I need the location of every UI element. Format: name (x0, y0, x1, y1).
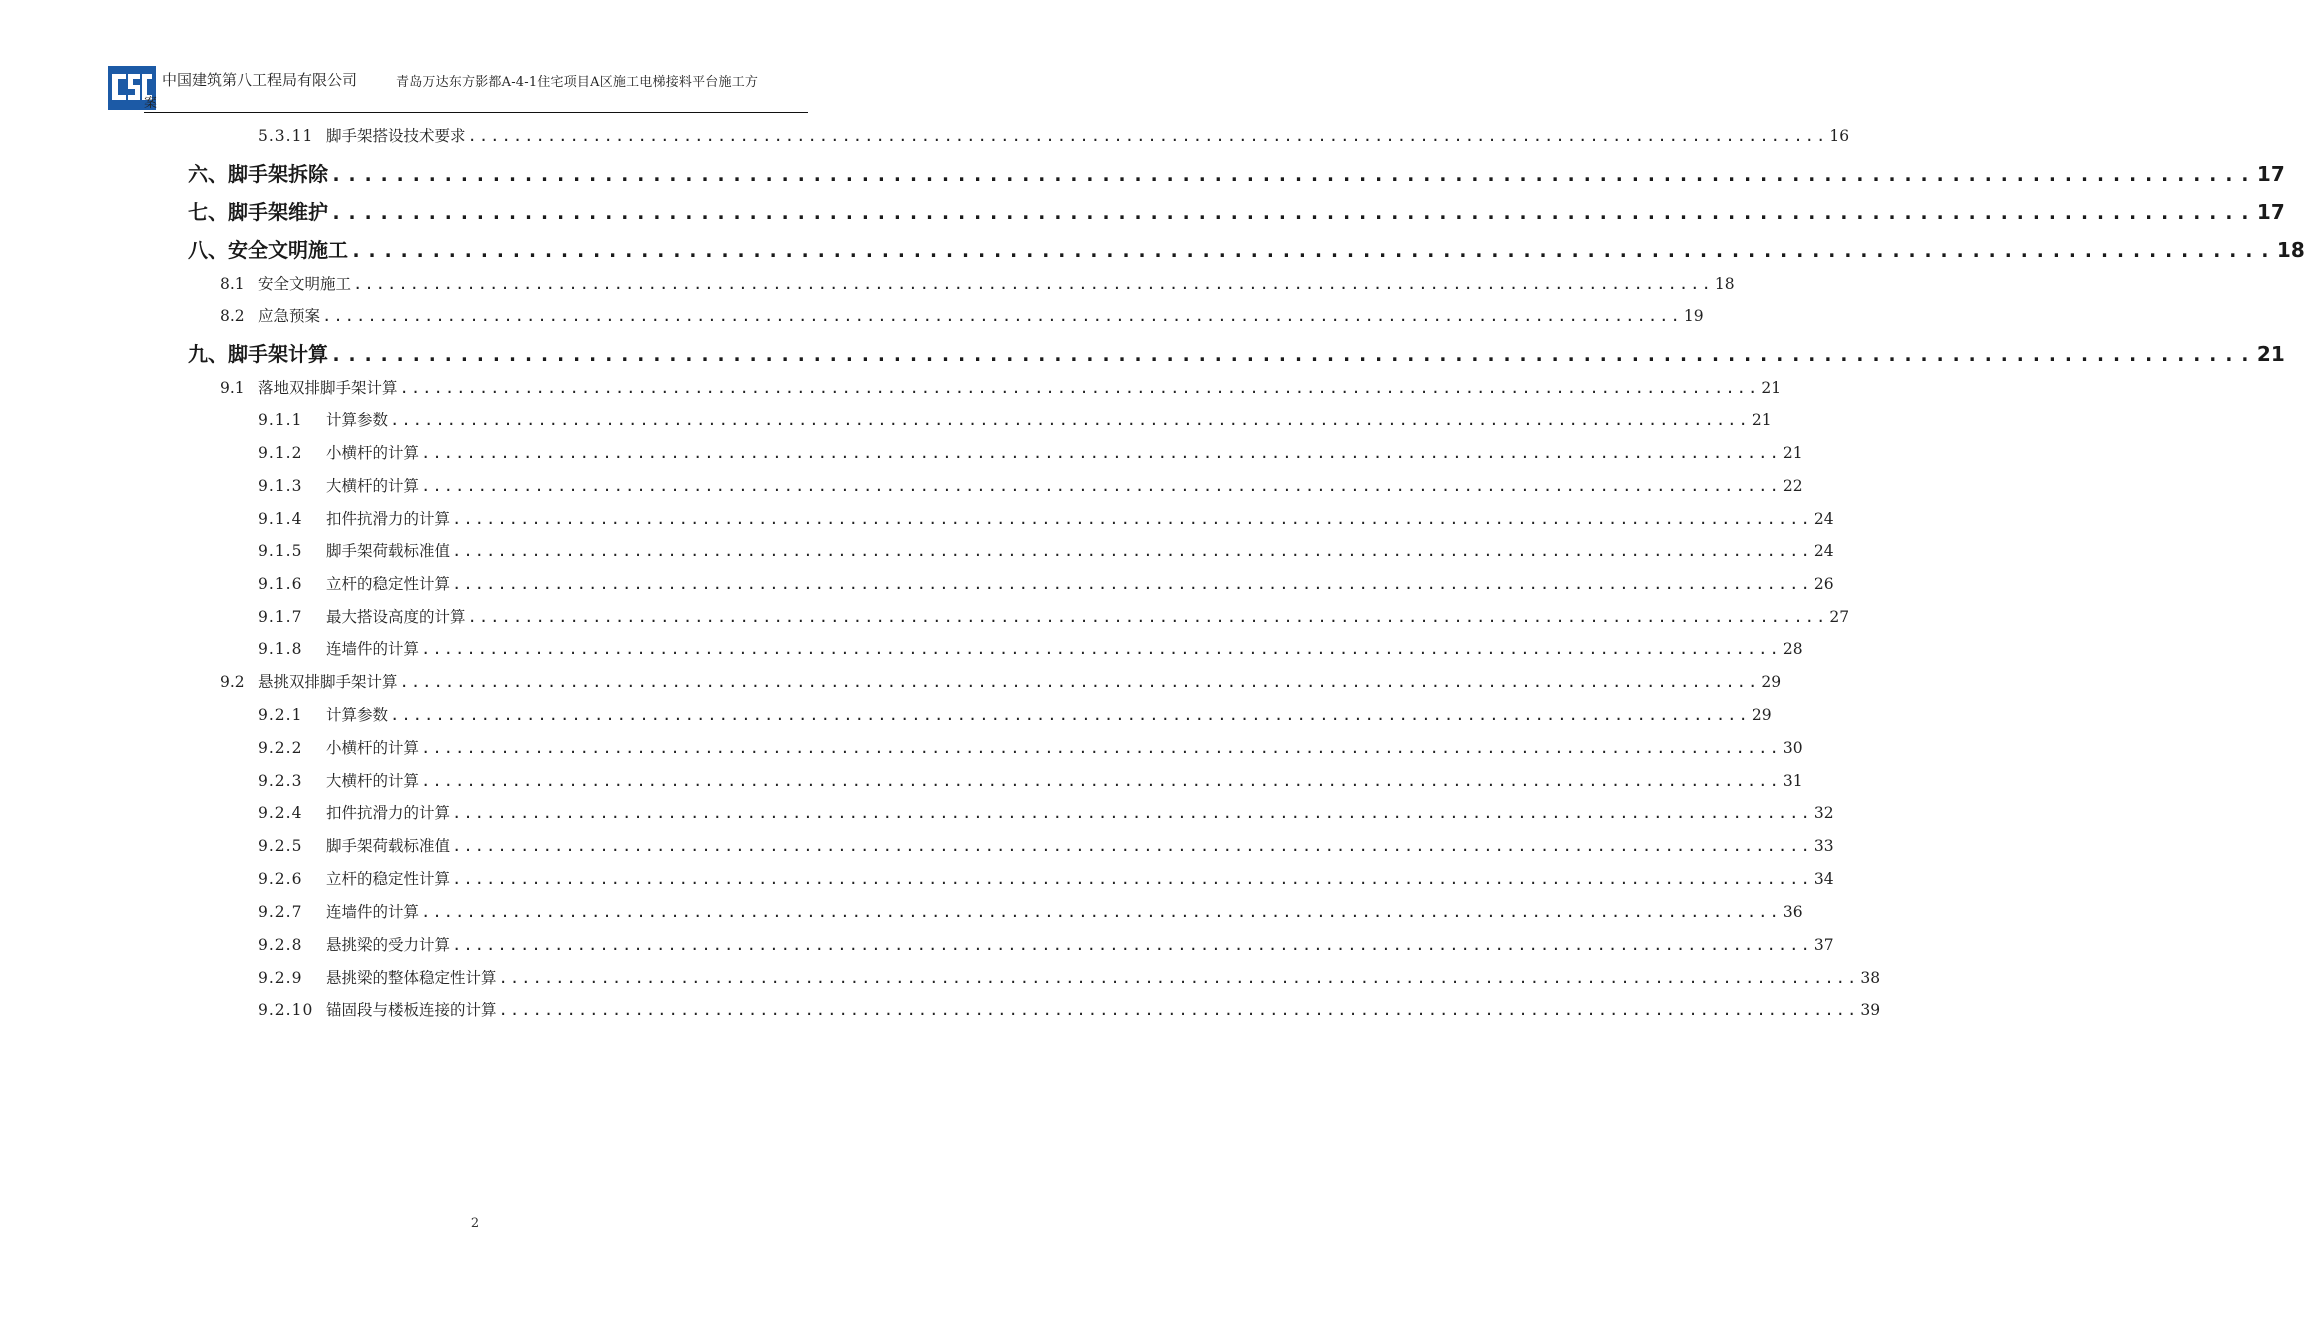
toc-entry-number: 9.1.1 (258, 411, 303, 429)
toc-entry[interactable] (258, 605, 1850, 627)
toc-entry-title: 六、脚手架拆除 (188, 162, 328, 186)
toc-entry-number: 9.1.7 (258, 608, 303, 626)
toc-entry-page: 24 (1813, 510, 1834, 528)
toc-entry-title: 悬挑梁的受力计算 (326, 936, 451, 954)
toc-entry-page: 22 (1782, 477, 1803, 495)
toc-dot-leader: ........................................................................................................................ (498, 1001, 1859, 1019)
toc-entry-number: 9.1.8 (258, 640, 303, 658)
toc-entry[interactable] (258, 507, 1834, 529)
toc-dot-leader: ........................................................................................................................ (467, 608, 1828, 626)
toc-entry[interactable] (258, 637, 1803, 659)
toc-entry[interactable] (258, 408, 1772, 430)
toc-dot-leader: ........................................................................................................................ (421, 640, 1781, 658)
toc-entry[interactable] (220, 376, 1782, 398)
toc-entry-title: 九、脚手架计算 (188, 342, 328, 366)
toc-entry-page: 38 (1860, 969, 1881, 987)
toc-entry-page: 17 (2256, 200, 2285, 224)
toc-entry-title: 扣件抗滑力的计算 (326, 804, 451, 822)
toc-entry-number: 9.2.4 (258, 804, 303, 822)
toc-entry-number: 9.1.3 (258, 477, 303, 495)
toc-entry[interactable] (188, 196, 2285, 225)
toc-entry-page: 26 (1813, 575, 1834, 593)
toc-dot-leader: ........................................................................................................................ (421, 477, 1781, 495)
toc-entry-number: 9.2 (220, 673, 245, 691)
toc-entry-page: 21 (1751, 411, 1772, 429)
toc-entry-page: 28 (1782, 640, 1803, 658)
toc-entry-page: 34 (1813, 870, 1834, 888)
toc-entry-title: 扣件抗滑力的计算 (326, 510, 451, 528)
toc-dot-leader: ........................................................................................................................ (390, 411, 1750, 429)
toc-dot-leader: ........................................................................................................................ (330, 162, 2255, 186)
toc-entry-page: 17 (2256, 162, 2285, 186)
toc-entry-number: 9.2.1 (258, 706, 303, 724)
toc-entry-page: 16 (1829, 127, 1850, 145)
toc-dot-leader: ........................................................................................................................ (421, 444, 1781, 462)
toc-entry-page: 30 (1782, 739, 1803, 757)
toc-dot-leader: ........................................................................................................................ (330, 200, 2255, 224)
toc-entry-title: 安全文明施工 (258, 275, 352, 293)
toc-dot-leader: ........................................................................................................................ (330, 342, 2255, 366)
toc-entry-title: 立杆的稳定性计算 (326, 870, 451, 888)
toc-entry-title: 立杆的稳定性计算 (326, 575, 451, 593)
toc-entry[interactable] (258, 998, 1881, 1020)
project-title: 青岛万达东方影都A-4-1住宅项目A区施工电梯接料平台施工方 (396, 75, 759, 90)
toc-dot-leader: ........................................................................................................................ (467, 127, 1828, 145)
page-number: 2 (470, 1216, 480, 1231)
toc-entry-number: 8.1 (220, 275, 245, 293)
toc-entry-page: 21 (1782, 444, 1803, 462)
toc-entry-title: 脚手架搭设技术要求 (326, 127, 466, 145)
toc-entry-number: 9.1 (220, 379, 245, 397)
toc-entry-title: 连墙件的计算 (326, 640, 420, 658)
toc-entry-number: 9.1.2 (258, 444, 303, 462)
toc-dot-leader: ........................................................................................................................ (390, 706, 1750, 724)
toc-entry-page: 18 (1714, 275, 1735, 293)
toc-entry[interactable] (258, 801, 1834, 823)
toc-entry-number: 9.1.5 (258, 542, 303, 560)
toc-entry-page: 21 (2256, 342, 2285, 366)
toc-entry[interactable] (258, 441, 1803, 463)
toc-dot-leader: ........................................................................................................................ (399, 379, 1760, 397)
toc-entry-title: 悬挑双排脚手架计算 (258, 673, 398, 691)
toc-entry-page: 19 (1683, 307, 1704, 325)
toc-entry-page: 31 (1782, 772, 1803, 790)
toc-entry[interactable] (258, 703, 1772, 725)
toc-entry-page: 36 (1782, 903, 1803, 921)
toc-entry-page: 29 (1761, 673, 1782, 691)
toc-dot-leader: ........................................................................................................................ (452, 936, 1812, 954)
toc-dot-leader: ........................................................................................................................ (452, 837, 1812, 855)
toc-entry-title: 小横杆的计算 (326, 444, 420, 462)
toc-entry-title: 锚固段与楼板连接的计算 (326, 1001, 497, 1019)
header-rule (144, 112, 808, 113)
toc-dot-leader: ........................................................................................................................ (350, 238, 2275, 262)
toc-dot-leader: ........................................................................................................................ (322, 307, 1682, 325)
toc-entry[interactable] (220, 304, 1704, 326)
toc-entry[interactable] (258, 834, 1834, 856)
toc-entry-page: 37 (1813, 936, 1834, 954)
toc-entry-number: 9.2.9 (258, 969, 303, 987)
toc-entry[interactable] (258, 539, 1834, 561)
toc-entry[interactable] (258, 900, 1803, 922)
toc-entry-title: 计算参数 (326, 411, 389, 429)
toc-entry-number: 5.3.11 (258, 127, 314, 145)
project-title-wrap: 案 (144, 96, 158, 111)
toc-entry-number: 9.2.6 (258, 870, 303, 888)
toc-entry-title: 落地双排脚手架计算 (258, 379, 398, 397)
toc-entry-number: 9.2.3 (258, 772, 303, 790)
toc-entry-number: 9.2.5 (258, 837, 303, 855)
toc-entry-title: 脚手架荷载标准值 (326, 837, 451, 855)
toc-dot-leader: ........................................................................................................................ (421, 739, 1781, 757)
toc-entry[interactable] (258, 966, 1881, 988)
toc-entry-title: 应急预案 (258, 307, 321, 325)
toc-entry[interactable] (258, 474, 1803, 496)
toc-entry-page: 33 (1813, 837, 1834, 855)
toc-entry-title: 小横杆的计算 (326, 739, 420, 757)
toc-entry-title: 大横杆的计算 (326, 477, 420, 495)
toc-entry-page: 24 (1813, 542, 1834, 560)
toc-entry[interactable] (258, 736, 1803, 758)
toc-entry-number: 9.1.4 (258, 510, 303, 528)
toc-entry[interactable] (258, 933, 1834, 955)
toc-entry-title: 脚手架荷载标准值 (326, 542, 451, 560)
toc-entry-title: 七、脚手架维护 (188, 200, 328, 224)
toc-entry-number: 9.2.2 (258, 739, 303, 757)
toc-dot-leader: ........................................................................................................................ (421, 772, 1781, 790)
toc-dot-leader: ........................................................................................................................ (452, 542, 1812, 560)
company-name: 中国建筑第八工程局有限公司 (162, 71, 358, 89)
toc-dot-leader: ........................................................................................................................ (498, 969, 1859, 987)
page-header (108, 66, 808, 116)
toc-entry-title: 最大搭设高度的计算 (326, 608, 466, 626)
toc-entry[interactable] (258, 124, 1850, 146)
toc-entry[interactable] (258, 769, 1803, 791)
toc-entry[interactable] (220, 272, 1735, 294)
toc-entry-number: 9.2.8 (258, 936, 303, 954)
toc-entry-page: 39 (1860, 1001, 1881, 1019)
toc-entry[interactable] (258, 867, 1834, 889)
toc-entry-title: 连墙件的计算 (326, 903, 420, 921)
toc-entry-number: 9.2.7 (258, 903, 303, 921)
toc-entry[interactable] (188, 158, 2285, 187)
toc-entry[interactable] (188, 234, 2305, 263)
toc-entry-page: 27 (1829, 608, 1850, 626)
toc-entry-title: 大横杆的计算 (326, 772, 420, 790)
toc-entry-page: 29 (1751, 706, 1772, 724)
toc-entry-number: 9.2.10 (258, 1001, 314, 1019)
toc-entry-page: 32 (1813, 804, 1834, 822)
toc-dot-leader: ........................................................................................................................ (452, 804, 1812, 822)
toc-entry-title: 八、安全文明施工 (188, 238, 348, 262)
toc-entry-title: 计算参数 (326, 706, 389, 724)
toc-entry[interactable] (220, 670, 1782, 692)
toc-dot-leader: ........................................................................................................................ (452, 510, 1812, 528)
toc-dot-leader: ........................................................................................................................ (399, 673, 1760, 691)
toc-entry[interactable] (258, 572, 1834, 594)
toc-entry-number: 8.2 (220, 307, 245, 325)
toc-entry-number: 9.1.6 (258, 575, 303, 593)
toc-dot-leader: ........................................................................................................................ (452, 575, 1812, 593)
toc-entry-page: 18 (2276, 238, 2305, 262)
toc-dot-leader: ........................................................................................................................ (353, 275, 1713, 293)
toc-entry[interactable] (188, 338, 2285, 367)
toc-dot-leader: ........................................................................................................................ (452, 870, 1812, 888)
toc-entry-page: 21 (1761, 379, 1782, 397)
toc-dot-leader: ........................................................................................................................ (421, 903, 1781, 921)
toc-entry-title: 悬挑梁的整体稳定性计算 (326, 969, 497, 987)
